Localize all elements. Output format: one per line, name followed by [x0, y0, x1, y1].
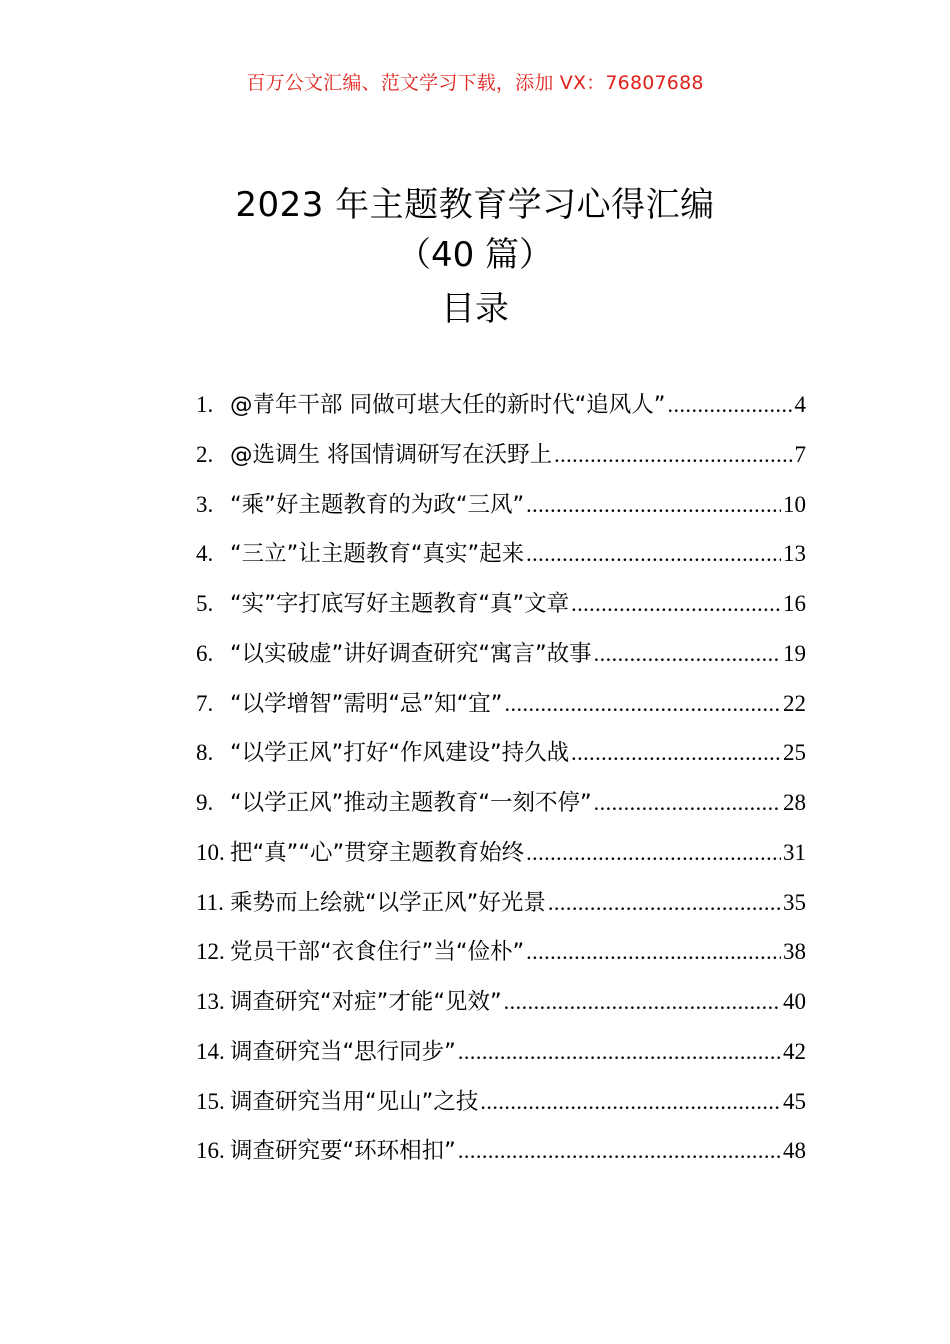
toc-entry-page: 16	[783, 591, 806, 616]
toc-dot-leader	[458, 1030, 781, 1074]
toc-heading: 目录	[441, 289, 509, 329]
toc-entry-title: “实”字打底写好主题教育“真”文章	[230, 591, 570, 617]
toc-entry[interactable]	[196, 980, 806, 1030]
toc-dot-leader	[526, 831, 781, 875]
toc-entry-page: 28	[783, 790, 806, 815]
toc-entry-page: 22	[783, 690, 806, 716]
document-subtitle: （40 篇）	[396, 235, 554, 275]
toc-entry-number: 4.	[196, 541, 214, 567]
toc-entry-title: 调查研究当用“见山”之技	[230, 1088, 479, 1115]
toc-entry[interactable]	[196, 731, 806, 781]
toc-entry[interactable]	[196, 781, 806, 831]
toc-entry[interactable]	[196, 930, 806, 980]
document-title: 2023 年主题教育学习心得汇编	[235, 185, 715, 225]
toc-dot-leader	[458, 1129, 781, 1173]
toc-entry[interactable]	[196, 532, 806, 582]
toc-entry-title: “以学正风”打好“作风建设”持久战	[230, 740, 570, 767]
toc-entry-title: “三立”让主题教育“真实”起来	[230, 541, 525, 568]
toc-entry-page: 45	[783, 1088, 806, 1114]
toc-entry-title: “乘”好主题教育的为政“三风”	[230, 491, 525, 518]
toc-entry-title: @青年干部 同做可堪大任的新时代“追风人”	[230, 392, 666, 418]
toc-entry-title: 调查研究要“环环相扣”	[230, 1138, 456, 1165]
toc-entry-page: 42	[783, 1038, 806, 1064]
toc-entry-page: 25	[783, 740, 806, 766]
toc-entry-number: 10.	[196, 839, 225, 865]
toc-entry-page: 13	[783, 541, 806, 567]
toc-entry-number: 13.	[196, 989, 225, 1014]
toc-dot-leader	[667, 383, 792, 427]
toc-entry-title: @选调生 将国情调研写在沃野上	[230, 441, 553, 468]
toc-entry[interactable]	[196, 1080, 806, 1130]
toc-dot-leader	[594, 632, 781, 676]
toc-entry-number: 16.	[196, 1138, 225, 1164]
toc-entry[interactable]	[196, 831, 806, 881]
toc-entry-number: 15.	[196, 1088, 225, 1114]
table-of-contents	[196, 383, 806, 1179]
toc-dot-leader	[526, 930, 781, 974]
toc-entry-number: 3.	[196, 491, 214, 517]
toc-dot-leader	[526, 483, 781, 527]
toc-entry-number: 1.	[196, 392, 214, 417]
toc-entry-title: “以实破虚”讲好调查研究“寓言”故事	[230, 640, 592, 667]
toc-entry[interactable]	[196, 1030, 806, 1080]
toc-entry-title: 乘势而上绘就“以学正风”好光景	[230, 889, 546, 916]
toc-entry-number: 7.	[196, 690, 214, 716]
toc-entry-page: 4	[794, 392, 806, 417]
toc-entry[interactable]	[196, 682, 806, 732]
toc-entry-number: 9.	[196, 790, 214, 815]
toc-entry-title: 调查研究“对症”才能“见效”	[230, 989, 502, 1015]
toc-dot-leader	[594, 781, 781, 825]
toc-entry[interactable]	[196, 483, 806, 533]
toc-entry-number: 8.	[196, 740, 214, 766]
toc-entry-page: 38	[783, 939, 806, 965]
toc-dot-leader	[526, 532, 781, 576]
toc-entry[interactable]	[196, 1129, 806, 1179]
toc-entry[interactable]	[196, 582, 806, 632]
toc-entry[interactable]	[196, 881, 806, 931]
toc-entry-page: 10	[783, 491, 806, 517]
toc-entry-title: 把“真”“心”贯穿主题教育始终	[230, 839, 525, 866]
toc-entry-title: 调查研究当“思行同步”	[230, 1038, 456, 1065]
toc-dot-leader	[504, 980, 781, 1024]
watermark-banner: 百万公文汇编、范文学习下载，添加 VX：76807688	[246, 72, 704, 94]
toc-dot-leader	[571, 731, 781, 775]
toc-entry[interactable]	[196, 433, 806, 483]
toc-entry-title: “以学正风”推动主题教育“一刻不停”	[230, 790, 592, 816]
toc-dot-leader	[504, 682, 781, 726]
toc-entry-number: 2.	[196, 441, 214, 467]
toc-entry-page: 35	[783, 889, 806, 915]
toc-entry-title: 党员干部“衣食住行”当“俭朴”	[230, 939, 525, 966]
toc-entry-page: 40	[783, 989, 806, 1014]
toc-dot-leader	[480, 1080, 781, 1124]
toc-entry-page: 31	[783, 839, 806, 865]
toc-entry[interactable]	[196, 383, 806, 433]
toc-entry-number: 12.	[196, 939, 225, 965]
toc-dot-leader	[548, 881, 781, 925]
toc-entry-page: 19	[783, 640, 806, 666]
toc-entry-page: 7	[794, 441, 806, 467]
toc-dot-leader	[571, 582, 781, 626]
toc-entry-number: 11.	[196, 889, 224, 915]
toc-entry-page: 48	[783, 1138, 806, 1164]
document-title-block	[0, 180, 950, 334]
toc-entry[interactable]	[196, 632, 806, 682]
toc-entry-number: 5.	[196, 591, 214, 616]
toc-entry-title: “以学增智”需明“忌”知“宜”	[230, 690, 503, 717]
toc-entry-number: 6.	[196, 640, 214, 666]
toc-dot-leader	[554, 433, 792, 477]
toc-entry-number: 14.	[196, 1038, 225, 1064]
